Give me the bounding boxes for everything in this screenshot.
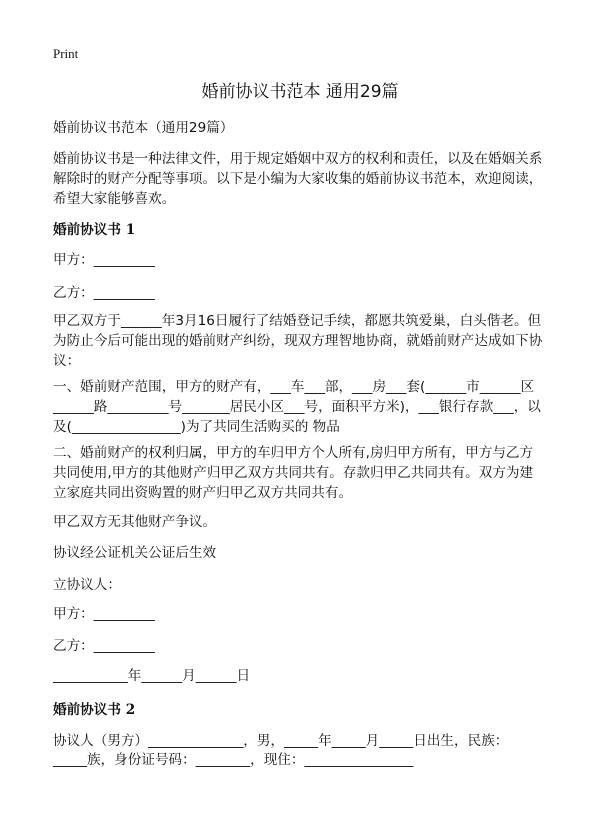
para2-line-1: 一、婚前财产范围，甲方的财产有，___车___部，___房___套(______市______区 xyxy=(53,379,535,395)
para1-line-2: 为防止今后可能出现的婚前财产纠纷，现双方理智地协商，就婚前财产达成如下协 xyxy=(53,333,543,349)
document-subtitle: 婚前协议书范本（通用29篇） xyxy=(53,120,234,136)
para3-line-3: 立家庭共同出资购置的财产归甲乙双方共同共有。 xyxy=(53,485,353,501)
sign-date: ___________年______月______日 xyxy=(53,668,251,684)
signers-label: 立协议人： xyxy=(53,577,121,593)
party-b-field: 乙方：_________ xyxy=(53,285,155,301)
para1-line-1: 甲乙双方于______年3月16日履行了结婚登记手续，都愿共筑爱巢，白头偕老。但 xyxy=(53,313,542,329)
section2-line-2: _____族，身份证号码：________，现住：________________ xyxy=(53,752,414,768)
sign-party-a: 甲方：_________ xyxy=(53,606,155,622)
para4: 甲乙双方无其他财产争议。 xyxy=(53,514,217,530)
intro-line-3: 希望大家能够喜欢。 xyxy=(53,191,176,207)
intro-line-2: 解除时的财产分配等事项。以下是小编为大家收集的婚前协议书范本，欢迎阅读， xyxy=(53,171,543,187)
para3-line-1: 二、婚前财产的权利归属，甲方的车归甲方个人所有,房归甲方所有，甲方与乙方 xyxy=(53,445,534,461)
para2-line-3: 及(________________)为了共同生活购买的 物品 xyxy=(53,419,340,435)
intro-line-1: 婚前协议书是一种法律文件，用于规定婚姻中双方的权利和责任，以及在婚姻关系 xyxy=(53,151,543,167)
para3-line-2: 共同使用,甲方的其他财产归甲乙双方共同共有。存款归甲乙共同共有。双方为建 xyxy=(53,465,534,481)
para5: 协议经公证机关公证后生效 xyxy=(53,545,217,561)
para2-line-2: ______路_________号_______居民小区___号，面积平方米)，___银行存款___，以 xyxy=(53,399,541,415)
print-link[interactable]: Print xyxy=(53,46,79,61)
section2-line-1: 协议人（男方）______________，男，_____年_____月_____日出生，民族： xyxy=(53,733,509,749)
section-2-heading: 婚前协议书 2 xyxy=(53,702,136,718)
page-title: 婚前协议书范本 通用29篇 xyxy=(201,82,399,102)
party-a-field: 甲方：_________ xyxy=(53,252,155,268)
sign-party-b: 乙方：_________ xyxy=(53,638,155,654)
section-1-heading: 婚前协议书 1 xyxy=(53,222,136,238)
para1-line-3: 议： xyxy=(53,353,81,369)
